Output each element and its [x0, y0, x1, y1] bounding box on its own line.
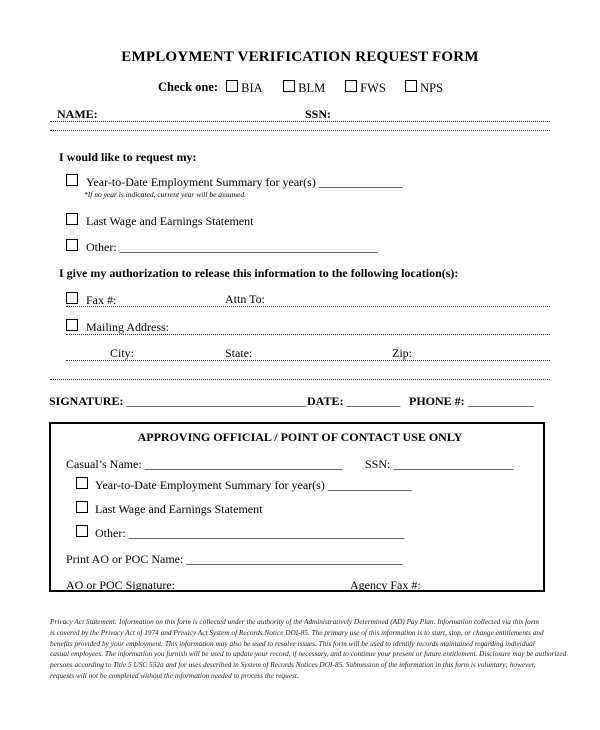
mailing-line[interactable]	[66, 334, 550, 335]
check-option-nps[interactable]: NPS	[405, 80, 443, 96]
checkbox-official-ytd[interactable]	[76, 477, 88, 489]
request-other-item[interactable]: Other: ___________________________________________	[66, 239, 378, 255]
city-state-zip-line[interactable]	[66, 360, 550, 361]
checkbox-official-other[interactable]	[76, 525, 88, 537]
phone-blank[interactable]: ___________	[467, 394, 534, 408]
zip-label: Zip:	[392, 346, 412, 360]
official-other-item[interactable]: Other: ______________________________________________	[76, 525, 405, 541]
checkbox-fws[interactable]	[345, 80, 357, 92]
check-one-label: Check one:	[158, 80, 219, 94]
date-row[interactable]	[307, 394, 400, 409]
print-ao-field[interactable]: Print AO or POC Name: ____________________________________	[66, 552, 403, 566]
privacy-line: requests will not be completed without the information needed to process the request.	[50, 670, 299, 680]
privacy-act-statement	[50, 617, 567, 682]
name-ssn-underline-2	[50, 130, 550, 131]
fax-attn-line[interactable]	[66, 306, 550, 307]
ssn-label: SSN:	[305, 107, 332, 121]
name-ssn-underline-1[interactable]	[50, 121, 550, 122]
checkbox-blm[interactable]	[283, 80, 295, 92]
form-title: EMPLOYMENT VERIFICATION REQUEST FORM	[121, 49, 479, 65]
agency-fax-field[interactable]: Agency Fax #: __________________	[350, 578, 532, 592]
auth-heading: I give my authorization to release this information to the following location(s):	[59, 266, 459, 280]
phone-row[interactable]	[409, 394, 534, 409]
casual-name-field[interactable]: Casual’s Name: _________________________________	[66, 457, 343, 471]
request-lwes-item[interactable]: Last Wage and Earnings Statement	[66, 213, 253, 229]
privacy-line: persons according to Title 5 USC 552a and for uses described in System of Records Notices DOI-85. Submission of the information in this form is voluntary; however,	[50, 660, 536, 670]
checkbox-ytd[interactable]	[66, 174, 78, 186]
checkbox-bia[interactable]	[226, 80, 238, 92]
official-heading: APPROVING OFFICIAL / POINT OF CONTACT USE ONLY	[137, 430, 463, 444]
phone-label: PHONE #:	[409, 394, 465, 408]
check-option-blm[interactable]: BLM	[283, 80, 325, 96]
date-label: DATE:	[307, 394, 344, 408]
signature-blank[interactable]: ______________________________	[126, 394, 307, 408]
state-label: State:	[225, 346, 253, 360]
ao-signature-field[interactable]: AO or POC Signature: ____________________________	[66, 578, 346, 592]
checkbox-lwes[interactable]	[66, 213, 78, 225]
checkbox-other[interactable]	[66, 239, 78, 251]
checkbox-fax[interactable]	[66, 292, 78, 304]
name-label: NAME:	[57, 107, 98, 121]
privacy-line: Privacy Act Statement: Information on this form is collected under the authority of the Administratively Determined (AD) Pay Plan. Information collected via this form	[50, 617, 539, 626]
request-ytd-item[interactable]: Year-to-Date Employment Summary for year(s) ______________	[66, 174, 403, 190]
official-lwes-item[interactable]: Last Wage and Earnings Statement	[76, 501, 262, 517]
signature-row[interactable]	[49, 394, 306, 409]
fax-item[interactable]: Fax #:	[66, 292, 116, 308]
check-option-bia[interactable]: BIA	[226, 80, 263, 96]
attn-label: Attn To:	[225, 292, 265, 306]
official-ssn-field[interactable]: SSN: ____________________	[365, 457, 514, 471]
signature-label: SIGNATURE:	[49, 394, 124, 408]
date-blank[interactable]: _________	[346, 394, 401, 408]
checkbox-official-lwes[interactable]	[76, 501, 88, 513]
separator-dots	[50, 379, 550, 380]
mailing-item[interactable]: Mailing Address:	[66, 319, 169, 335]
official-ytd-item[interactable]: Year-to-Date Employment Summary for year(s) ______________	[76, 477, 412, 493]
request-heading: I would like to request my:	[59, 150, 197, 164]
ytd-note: *If no year is indicated, current year will be assumed.	[84, 190, 246, 199]
checkbox-nps[interactable]	[405, 80, 417, 92]
city-label: City:	[110, 346, 135, 360]
privacy-line: casual employees. The information you furnish will be used to update your record, if necessary, and to continue your present or future entitlement. Disclosure may be authorized	[50, 649, 567, 659]
privacy-line: benefits provided by your employment. This information may also be used to resolve issues. This form will be used to identify records maintained regarding individual	[50, 638, 535, 648]
check-option-fws[interactable]: FWS	[345, 80, 386, 96]
checkbox-mailing[interactable]	[66, 319, 78, 331]
privacy-line: is covered by the Privacy Act of 1974 and Privacy Act System of Records Notice DOI-85. The primary use of this information is to start, stop, or change entitlements and	[50, 627, 544, 637]
